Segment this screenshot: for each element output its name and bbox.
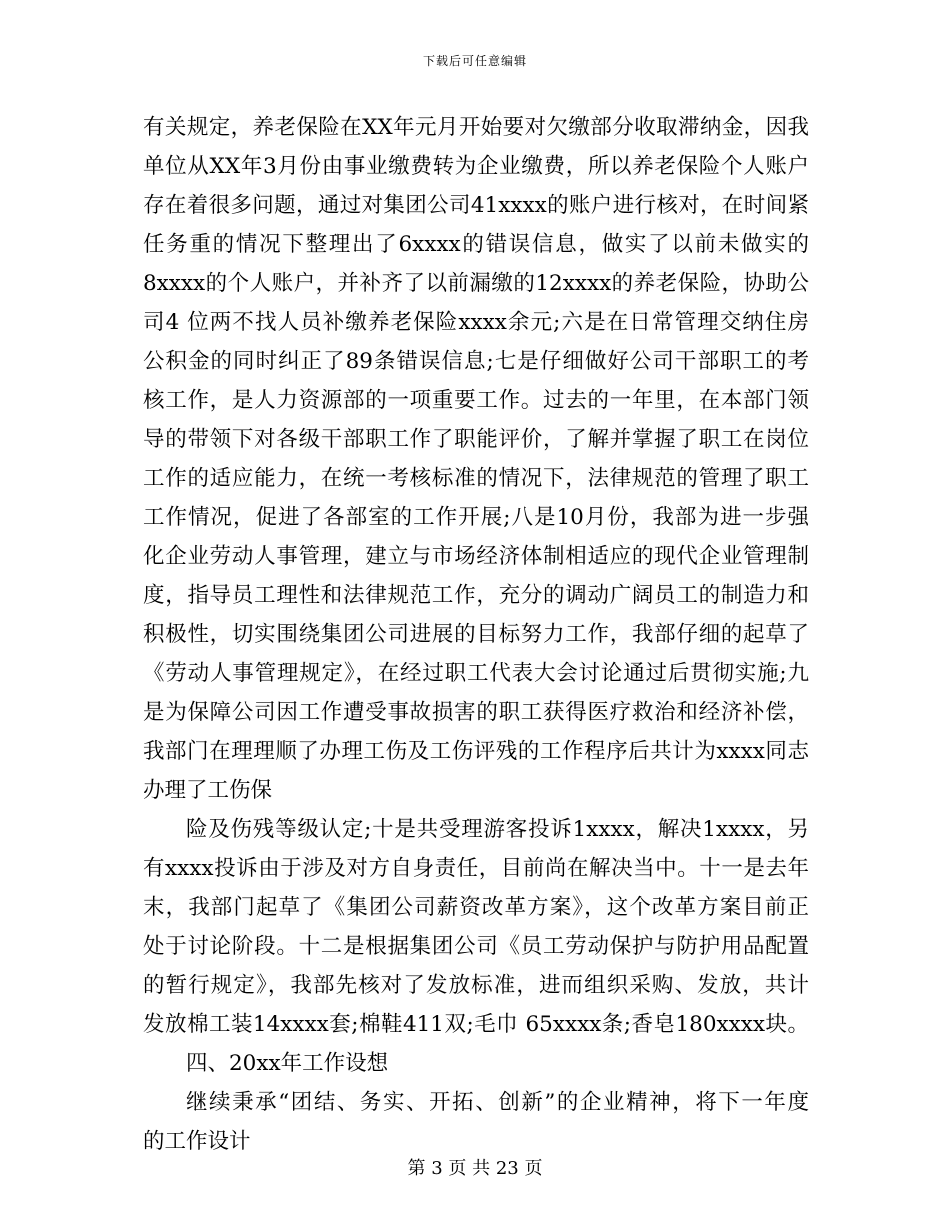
text-line: 度，指导员工理性和法律规范工作，充分的调动广阔员工的制造力和 [143,583,809,608]
text-line: 工作情况，促进了各部室的工作开展;八是10月份，我部为进一步强 [143,505,809,530]
text-line: 四、20xx年工作设想 [186,1051,389,1076]
text-line: 司4 位两不找人员补缴养老保险xxxx余元;六是在日常管理交纳住房 [143,310,809,335]
text-line: 有关规定，养老保险在XX年元月开始要对欠缴部分收取滞纳金，因我 [143,115,809,140]
text-line: 工作的适应能力，在统一考核标准的情况下，法律规范的管理了职工 [143,466,809,491]
text-line: 办理了工伤保 [143,778,273,803]
text-line: 化企业劳动人事管理，建立与市场经济体制相适应的现代企业管理制 [143,544,809,569]
text-line: 有xxxx投诉由于涉及对方自身责任，目前尚在解决当中。十一是去年 [143,856,809,881]
text-line: 处于讨论阶段。十二是根据集团公司《员工劳动保护与防护用品配置 [143,934,809,959]
text-line: 是为保障公司因工作遭受事故损害的职工获得医疗救治和经济补偿， [143,700,809,725]
text-line: 发放棉工装14xxxx套;棉鞋411双;毛巾 65xxxx条;香皂180xxxx块。 [143,1012,809,1037]
text-line: 《劳动人事管理规定》，在经过职工代表大会讨论通过后贯彻实施;九 [143,661,809,686]
text-line: 继续秉承“团结、务实、开拓、创新”的企业精神，将下一年度 [186,1090,809,1115]
text-line: 核工作，是人力资源部的一项重要工作。过去的一年里，在本部门领 [143,388,809,413]
text-line: 我部门在理理顺了办理工伤及工伤评残的工作程序后共计为xxxx同志 [143,739,809,764]
text-line: 存在着很多问题，通过对集团公司41xxxx的账户进行核对，在时间紧 [143,193,809,218]
text-line: 的暂行规定》，我部先核对了发放标准，进而组织采购、发放，共计 [143,973,809,998]
page-header: 下载后可任意编辑 [422,54,527,68]
text-line: 积极性，切实围绕集团公司进展的目标努力工作，我部仔细的起草了 [143,622,809,647]
text-line: 导的带领下对各级干部职工作了职能评价，了解并掌握了职工在岗位 [143,427,809,452]
page-number: 第 3 页 共 23 页 [407,1158,543,1179]
text-line: 任务重的情况下整理出了6xxxx的错误信息，做实了以前未做实的 [143,232,809,257]
text-line: 公积金的同时纠正了89条错误信息;七是仔细做好公司干部职工的考 [143,349,809,374]
body-text [143,108,809,1161]
text-line: 险及伤残等级认定;十是共受理游客投诉1xxxx，解决1xxxx，另 [186,817,809,842]
text-line: 8xxxx的个人账户，并补齐了以前漏缴的12xxxx的养老保险，协助公 [143,271,809,296]
text-line: 单位从XX年3月份由事业缴费转为企业缴费，所以养老保险个人账户 [143,154,809,179]
text-line: 末，我部门起草了《集团公司薪资改革方案》，这个改革方案目前正 [143,895,809,920]
text-line: 的工作设计 [143,1129,251,1154]
